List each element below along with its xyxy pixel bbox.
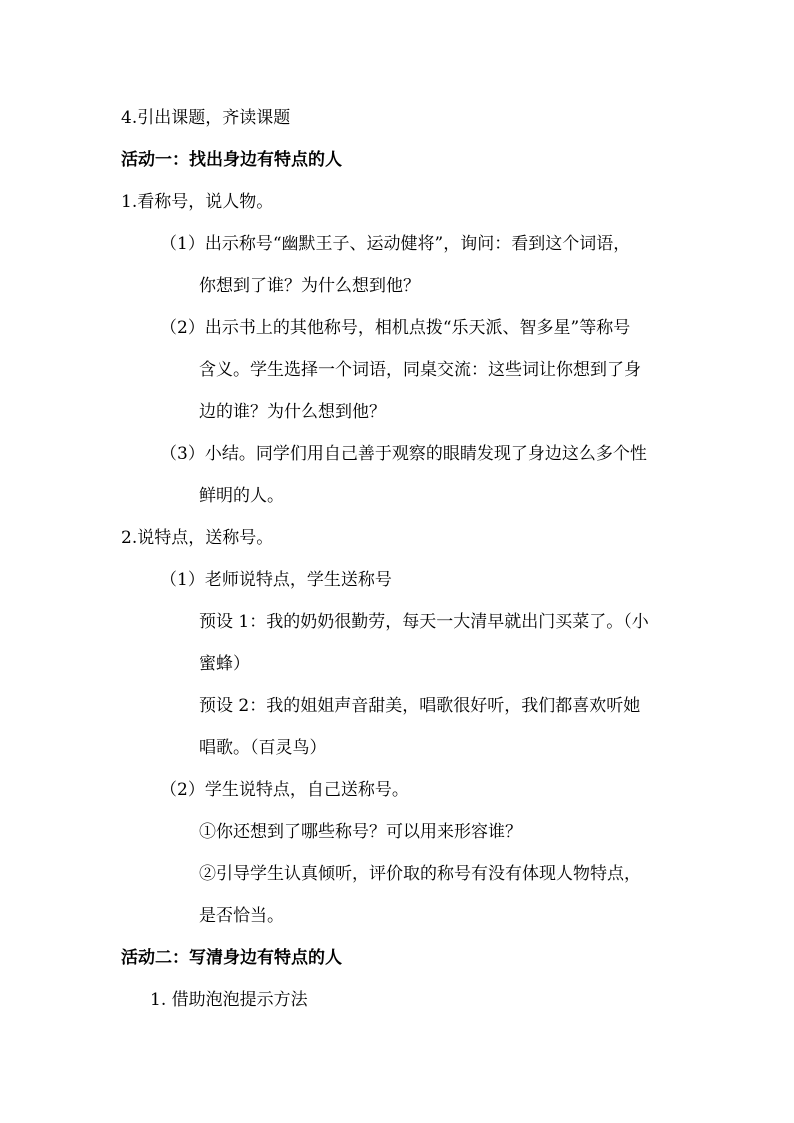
text-line-11: 2.说特点，送称号。 <box>121 528 274 548</box>
text-line-12: （1）老师说特点，学生送称号 <box>160 570 392 590</box>
text-line-13: 预设 1：我的奶奶很勤劳，每天一大清早就出门买菜了。（小 <box>199 612 649 632</box>
heading-activity-two: 活动二：写清身边有特点的人 <box>121 948 342 968</box>
text-line-17: （2）学生说特点，自己送称号。 <box>160 780 409 800</box>
text-line-19: ②引导学生认真倾听，评价取的称号有没有体现人物特点， <box>199 864 641 884</box>
text-line-9: （3）小结。同学们用自己善于观察的眼睛发现了身边这么多个性 <box>160 444 647 464</box>
text-line-6: （2）出示书上的其他称号，相机点拨“乐天派、智多星”等称号 <box>160 318 631 338</box>
text-line-1: 4.引出课题，齐读课题 <box>121 108 291 128</box>
text-line-22: 1. 借助泡泡提示方法 <box>150 990 308 1010</box>
text-line-15: 预设 2：我的姐姐声音甜美，唱歌很好听，我们都喜欢听她 <box>199 696 641 716</box>
text-line-5: 你想到了谁？为什么想到他？ <box>199 276 420 296</box>
text-line-20: 是否恰当。 <box>199 906 284 926</box>
text-line-7: 含义。学生选择一个词语，同桌交流：这些词让你想到了身 <box>199 360 641 380</box>
text-line-14: 蜜蜂） <box>199 654 250 674</box>
text-line-8: 边的谁？为什么想到他？ <box>199 402 386 422</box>
text-line-4: （1）出示称号“幽默王子、运动健将”，询问：看到这个词语， <box>160 234 631 254</box>
text-line-16: 唱歌。（百灵鸟） <box>199 738 327 758</box>
text-line-3: 1.看称号，说人物。 <box>121 192 274 212</box>
heading-activity-one: 活动一：找出身边有特点的人 <box>121 150 342 170</box>
text-line-18: ①你还想到了哪些称号？可以用来形容谁？ <box>199 822 522 842</box>
text-line-10: 鲜明的人。 <box>199 486 284 506</box>
